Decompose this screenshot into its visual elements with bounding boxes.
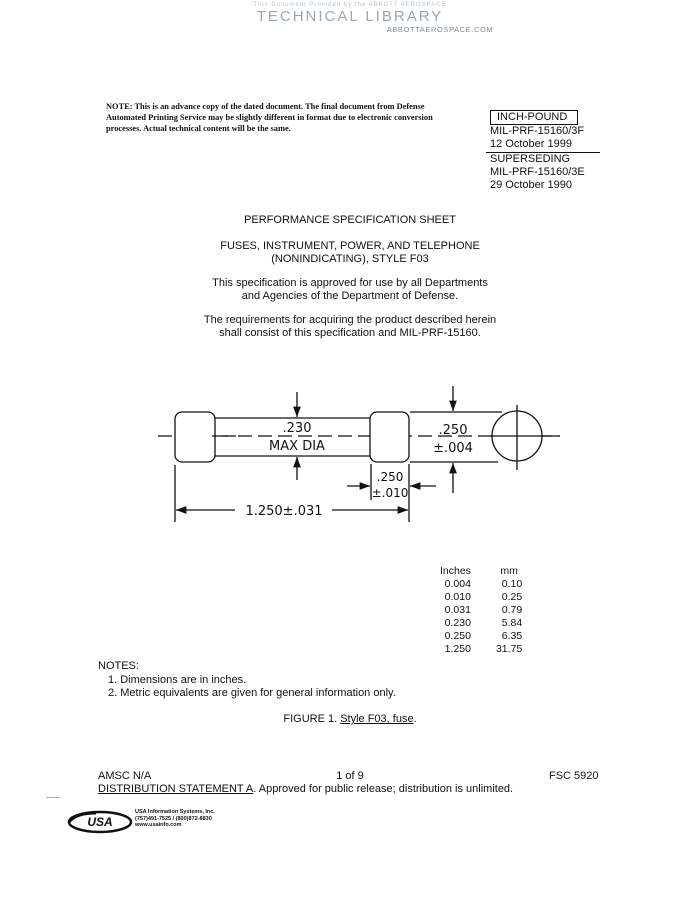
- svg-text:USA: USA: [87, 815, 113, 829]
- table-row: 0.004 0.10: [444, 578, 523, 590]
- watermark-title: TECHNICAL LIBRARY: [256, 8, 444, 25]
- overall-length: 1.250±.031: [245, 504, 323, 519]
- fsc: FSC 5920: [549, 770, 599, 782]
- superseded-date: 29 October 1990: [490, 179, 572, 191]
- publisher-info: USA Information Systems, Inc. (757)491-7525 / (800)872-8830 www.usainfo.com: [135, 809, 215, 828]
- cap-length-tolerance: ±.010: [371, 486, 409, 500]
- table-row: 0.031 0.79: [444, 604, 523, 616]
- requirements-2: shall consist of this specification and MIL-PRF-15160.: [219, 327, 481, 339]
- table-row: 0.010 0.25: [444, 591, 523, 603]
- doc-number: MIL-PRF-15160/3F: [490, 125, 585, 137]
- table-row: 1.250 31.75: [444, 643, 523, 655]
- cap-dia-tolerance: ±.004: [433, 441, 473, 456]
- advance-copy-note: NOTE: This is an advance copy of the dated document. The final document from Defense Automated Printing Service may be slightly different in format due to electronic conversion processes. Actual technical content will be the same.: [106, 102, 433, 133]
- doc-date: 12 October 1999: [490, 138, 572, 150]
- distribution-statement: DISTRIBUTION STATEMENT A. Approved for public release; distribution is unlimited.: [98, 783, 514, 795]
- approval-2: and Agencies of the Department of Defense.: [241, 290, 459, 302]
- subtitle-2: (NONINDICATING), STYLE F03: [271, 253, 429, 265]
- watermark-line1: This Document Provided by the ABBOTT AEROSPACE: [253, 2, 447, 8]
- left-cap: [175, 412, 215, 462]
- margin-mark: [46, 797, 60, 798]
- subtitle-1: FUSES, INSTRUMENT, POWER, AND TELEPHONE: [220, 240, 480, 252]
- header-inches: Inches: [440, 565, 471, 577]
- page-title: PERFORMANCE SPECIFICATION SHEET: [244, 214, 456, 226]
- approval-1: This specification is approved for use by all Departments: [212, 277, 488, 289]
- header-mm: mm: [500, 565, 518, 577]
- superseding-label: SUPERSEDING: [490, 153, 571, 165]
- requirements-1: The requirements for acquiring the product described herein: [203, 314, 497, 326]
- cap-length-value: .250: [376, 470, 404, 484]
- table-row: 0.250 6.35: [444, 630, 523, 642]
- note-item: 2. Metric equivalents are given for general information only.: [108, 687, 396, 699]
- notes: [98, 660, 396, 701]
- right-cap: [370, 412, 409, 462]
- inch-pound-box: INCH-POUND: [490, 110, 578, 125]
- table-row: 0.230 5.84: [444, 617, 523, 629]
- amsc: AMSC N/A: [98, 770, 152, 782]
- cap-dia-value: .250: [438, 423, 468, 438]
- body-dia-value: .230: [282, 421, 312, 436]
- page-number: 1 of 9: [336, 770, 364, 782]
- watermark-url: ABBOTTAEROSPACE.COM: [386, 25, 494, 34]
- superseded-number: MIL-PRF-15160/3E: [490, 166, 585, 178]
- usa-logo: [66, 810, 134, 834]
- notes-heading: NOTES:: [98, 660, 139, 672]
- figure-caption: FIGURE 1. Style F03, fuse.: [283, 713, 417, 725]
- note-item: 1. Dimensions are in inches.: [108, 673, 247, 686]
- body-dia-label: MAX DIA: [269, 439, 325, 454]
- conversion-table: [440, 565, 522, 656]
